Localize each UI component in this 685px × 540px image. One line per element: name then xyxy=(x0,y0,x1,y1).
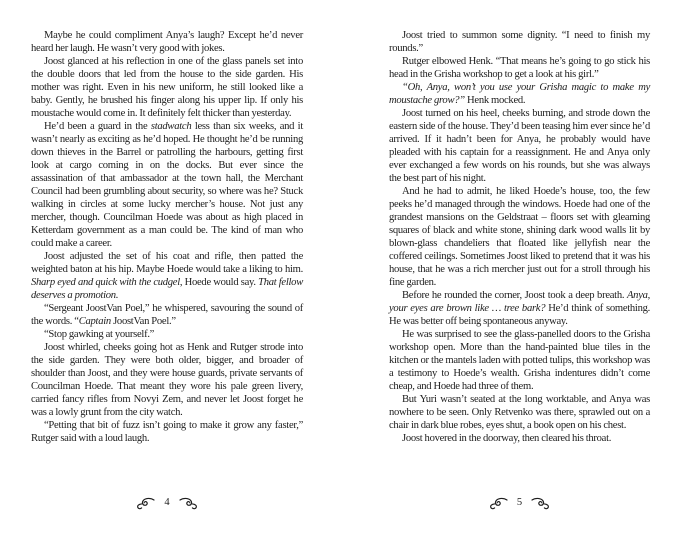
paragraph: Joost turned on his heel, cheeks burning, and strode down the eastern side of the house. They’d been teasing him ever since he’d arrived. If it hadn’t been for Anya, he probably would have pleaded with his captain for a reassignment. He and Anya only ever exchanged a few words on his rounds, but she was always the best part of his night. xyxy=(389,108,650,184)
paragraph: And he had to admit, he liked Hoede’s house, too, the few peeks he’d managed through the windows. Hoede had one of the grandest mansions on the Geldstraat – floors set with gleaming squares of black and white stone, shining dark wood walls lit by blown-glass chandeliers that floated like jellyfish near the coffered ceilings. Sometimes Joost liked to pretend that it was his house, that he was a rich mercher just out for a stroll through his fine garden. xyxy=(389,186,650,288)
paragraph: Rutger elbowed Henk. “That means he’s going to go stick his head in the Grisha workshop to get a look at his girl.” xyxy=(389,56,650,80)
paragraph: Joost tried to summon some dignity. “I need to finish my rounds.” xyxy=(389,30,650,54)
swirl-flourish-mirrored-icon xyxy=(531,497,550,510)
paragraph: Joost hovered in the doorway, then cleared his throat. xyxy=(402,433,612,444)
page-text xyxy=(31,29,303,445)
paragraph: “Stop gawking at yourself.” xyxy=(44,329,155,340)
paragraph: But Yuri wasn’t seated at the long worktable, and Anya was nowhere to be seen. Only Retvenko was there, sprawled out on a chair in dark blue robes, eyes shut, a book open on his chest. xyxy=(389,394,650,431)
swirl-flourish-icon xyxy=(489,497,508,510)
page-number: 5 xyxy=(516,497,523,509)
paragraph: Before he rounded the corner, Joost took a deep breath. Anya, your eyes are brown like … tree bark? He’d think of something. He was better off being spontaneous anyway. xyxy=(389,290,650,327)
swirl-flourish-mirrored-icon xyxy=(179,497,198,510)
paragraph: “Petting that bit of fuzz isn’t going to make it grow any faster,” Rutger said with a loud laugh. xyxy=(31,420,303,444)
paragraph: Maybe he could compliment Anya’s laugh? Except he’d never heard her laugh. He wasn’t very good with jokes. xyxy=(31,30,303,54)
paragraph: “Sergeant JoostVan Poel,” he whispered, savouring the sound of the words. “Captain JoostVan Poel.” xyxy=(31,303,303,327)
paragraph: He’d been a guard in the stadwatch less than six weeks, and it wasn’t nearly as exciting as he’d hoped. He thought he’d be running down thieves in the Barrel or patrolling the harbours, getting first look at cargo coming in on the docks. But ever since the assassination of that ambassador at the town hall, the Merchant Council had been grumbling about security, so where was he? Stuck walking in circles at some lucky mercher’s house. Not just any mercher, though. Councilman Hoede was about as high placed in Ketterdam government as a man could be. The kind of man who could make a career. xyxy=(31,121,303,249)
swirl-flourish-icon xyxy=(136,497,155,510)
page-right xyxy=(389,29,650,534)
page-text xyxy=(389,29,650,445)
paragraph: Joost glanced at his reflection in one of the glass panels set into the double doors that led from the house to the side garden. His mother was right. Even in his new uniform, he still looked like a baby. Gently, he brushed his finger along his upper lip. If only his moustache would come in. It definitely felt thicker than yesterday. xyxy=(31,56,303,119)
paragraph: “Oh, Anya, won’t you use your Grisha magic to make my moustache grow?” Henk mocked. xyxy=(389,82,650,106)
page-left xyxy=(31,29,303,534)
page-footer xyxy=(389,495,650,511)
paragraph: Joost whirled, cheeks going hot as Henk and Rutger strode into the side garden. They were both older, bigger, and broader of shoulder than Joost, and they were house guards, private servants of Councilman Hoede. That meant they wore his pale green livery, carried fancy rifles from Novyi Zem, and never let Joost forget he was a lowly grunt from the city watch. xyxy=(31,342,303,418)
paragraph: He was surprised to see the glass-panelled doors to the Grisha workshop open. More than the hand-painted blue tiles in the kitchen or the mantels laden with potted tulips, this workshop was a testimony to Hoede’s wealth. Grisha indentures didn’t come cheap, and Hoede had three of them. xyxy=(389,329,650,392)
page-footer xyxy=(31,495,303,511)
page-number: 4 xyxy=(164,497,170,509)
paragraph: Joost adjusted the set of his coat and rifle, then patted the weighted baton at his hip. Maybe Hoede would take a liking to him. Sharp eyed and quick with the cudgel, Hoede would say. That fellow deserves a promotion. xyxy=(31,251,303,301)
